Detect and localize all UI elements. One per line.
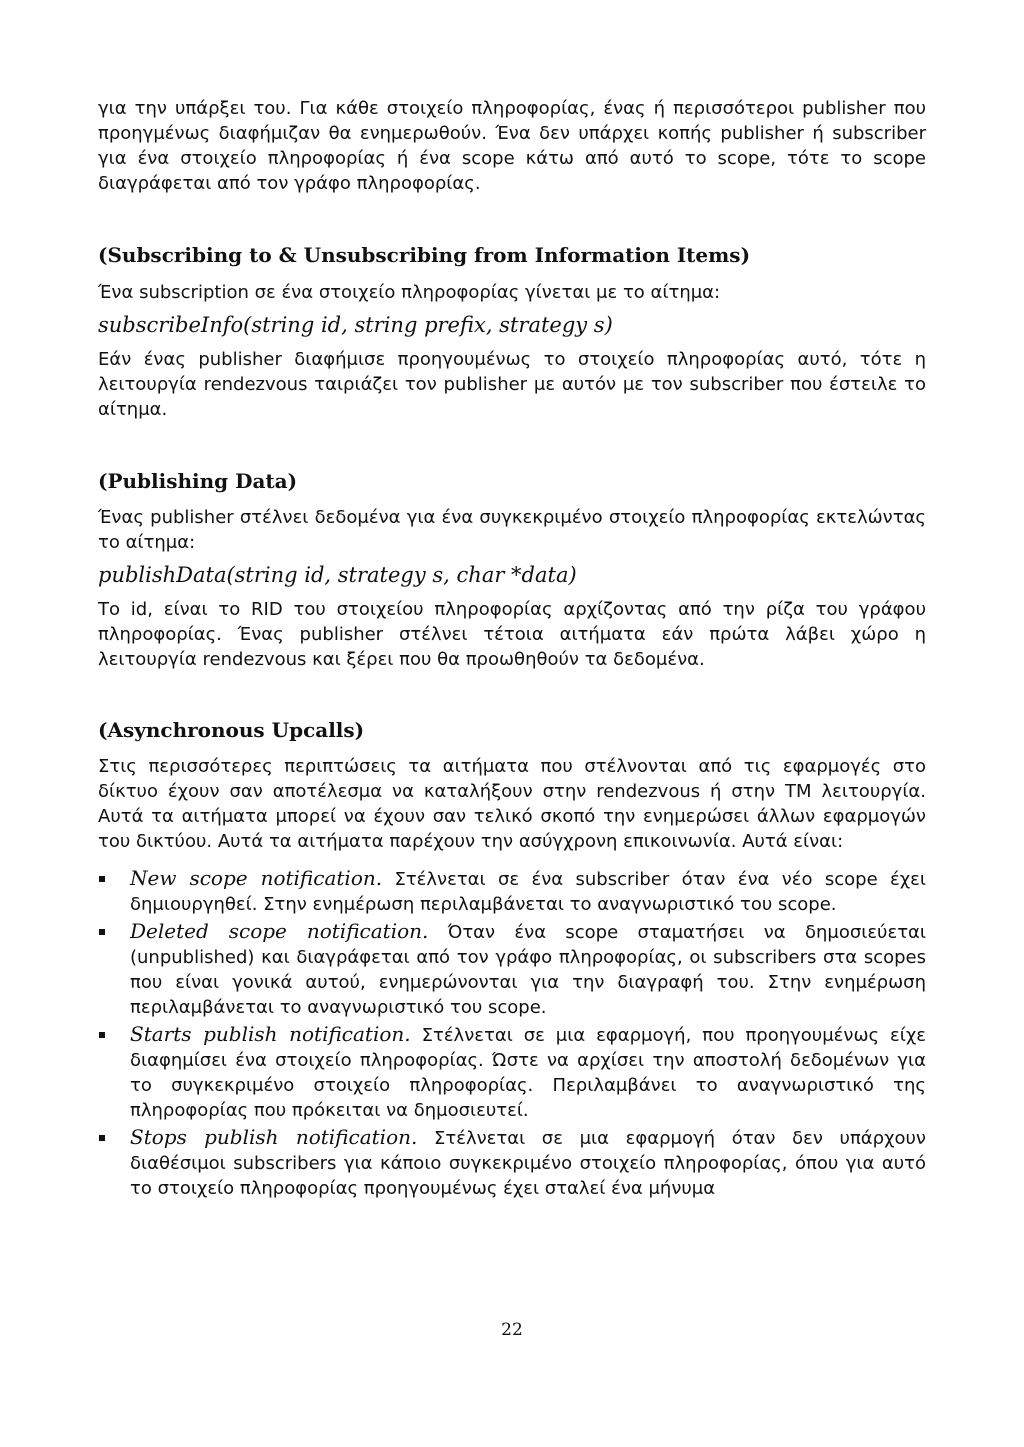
- async-body-paragraph: Στις περισσότερες περιπτώσεις τα αιτήματα που στέλνονται από τις εφαρμογές στο δίκτυο έχουν σαν αποτέλεσμα να καταλήξουν στην rendezvous ή στην TM λειτουργία. Αυτά τα αιτήματα μπορεί να έχουν σαν τελικό σκοπό την ενημερώσει άλλων εφαρμογών του δικτύου. Αυτά τα αιτήματα παρέχουν την ασύγχρονη επικοινωνία. Αυτά είναι:: [98, 756, 926, 852]
- subscribe-lead-paragraph: Ένα subscription σε ένα στοιχείο πληροφορίας γίνεται με το αίτημα:: [98, 282, 721, 303]
- square-bullet-icon: [99, 1032, 105, 1038]
- subscribe-function-signature: subscribeInfo(string id, string prefix, strategy s): [98, 313, 613, 337]
- bullet-text: Στέλνεται σε ένα subscriber όταν ένα νέο scope έχει δημιουργηθεί. Στην ενημέρωση περιλαμβάνεται το αναγνωριστικό του scope.: [130, 869, 926, 915]
- async-section-heading: (Asynchronous Upcalls): [98, 718, 365, 742]
- publish-body-paragraph: Το id, είναι το RID του στοιχείου πληροφορίας αρχίζοντας από την ρίζα του γράφου πληροφορίας. Ένας publisher στέλνει τέτοια αιτήματα εάν πρώτα λάβει χώρο η λειτουργία rendezvous και ξέρει που θα προωθηθούν τα δεδομένα.: [98, 599, 926, 670]
- document-page: [98, 96, 926, 1203]
- bullet-term: Deleted scope notification.: [130, 919, 429, 943]
- publish-lead-paragraph: Ένας publisher στέλνει δεδομένα για ένα συγκεκριμένο στοιχείο πληροφορίας εκτελώντας το αίτημα:: [98, 507, 926, 553]
- list-item: [98, 1125, 926, 1201]
- intro-paragraph: για την υπάρξει του. Για κάθε στοιχείο πληροφορίας, ένας ή περισσότεροι publisher που προηγμένως διαφήμιζαν θα ενημερωθούν. Ένα δεν υπάρχει κοπής publisher ή subscriber για ένα στοιχείο πληροφορίας ή ένα scope κάτω από αυτό το scope, τότε το scope διαγράφεται από τον γράφο πληροφορίας.: [98, 98, 926, 194]
- list-item: [98, 866, 926, 917]
- bullet-text: Όταν ένα scope σταματήσει να δημοσιεύεται (unpublished) και διαγράφεται από τον γράφο πληροφορίας, οι subscribers στα scopes που είναι γονικά αυτού, ενημερώνονται για την διαγραφή του. Στην ενημέρωση περιλαμβάνεται το αναγνωριστικό του scope.: [130, 922, 926, 1018]
- bullet-term: Stops publish notification.: [130, 1125, 418, 1149]
- publish-function-signature: publishData(string id, strategy s, char *data): [98, 563, 577, 587]
- bullet-term: New scope notification.: [130, 866, 383, 890]
- square-bullet-icon: [99, 929, 105, 935]
- notification-list: [98, 866, 926, 1201]
- subscribe-section-heading: (Subscribing to & Unsubscribing from Information Items): [98, 243, 751, 267]
- square-bullet-icon: [99, 876, 105, 882]
- square-bullet-icon: [99, 1135, 105, 1141]
- bullet-text: Στέλνεται σε μια εφαρμογή όταν δεν υπάρχουν διαθέσιμοι subscribers για κάποιο συγκεκριμένο στοιχείο πληροφορίας, όπου για αυτό το στοιχείο πληροφορίας προηγουμένως έχει σταλεί ένα μήνυμα: [130, 1128, 926, 1199]
- list-item: [98, 1022, 926, 1123]
- page-number: 22: [501, 1320, 523, 1340]
- bullet-term: Starts publish notification.: [130, 1022, 411, 1046]
- publish-section-heading: (Publishing Data): [98, 469, 298, 493]
- list-item: [98, 919, 926, 1020]
- subscribe-body-paragraph: Εάν ένας publisher διαφήμισε προηγουμένως το στοιχείο πληροφορίας αυτό, τότε η λειτουργία rendezvous ταιριάζει τον publisher με αυτόν με τον subscriber που έστειλε το αίτημα.: [98, 349, 926, 420]
- bullet-text: Στέλνεται σε μια εφαρμογή, που προηγουμένως είχε διαφημίσει ένα στοιχείο πληροφορίας. Ώστε να αρχίσει την αποστολή δεδομένων για το συγκεκριμένο στοιχείο πληροφορίας. Περιλαμβάνει το αναγνωριστικό της πληροφορίας που πρόκειται να δημοσιευτεί.: [130, 1025, 926, 1121]
